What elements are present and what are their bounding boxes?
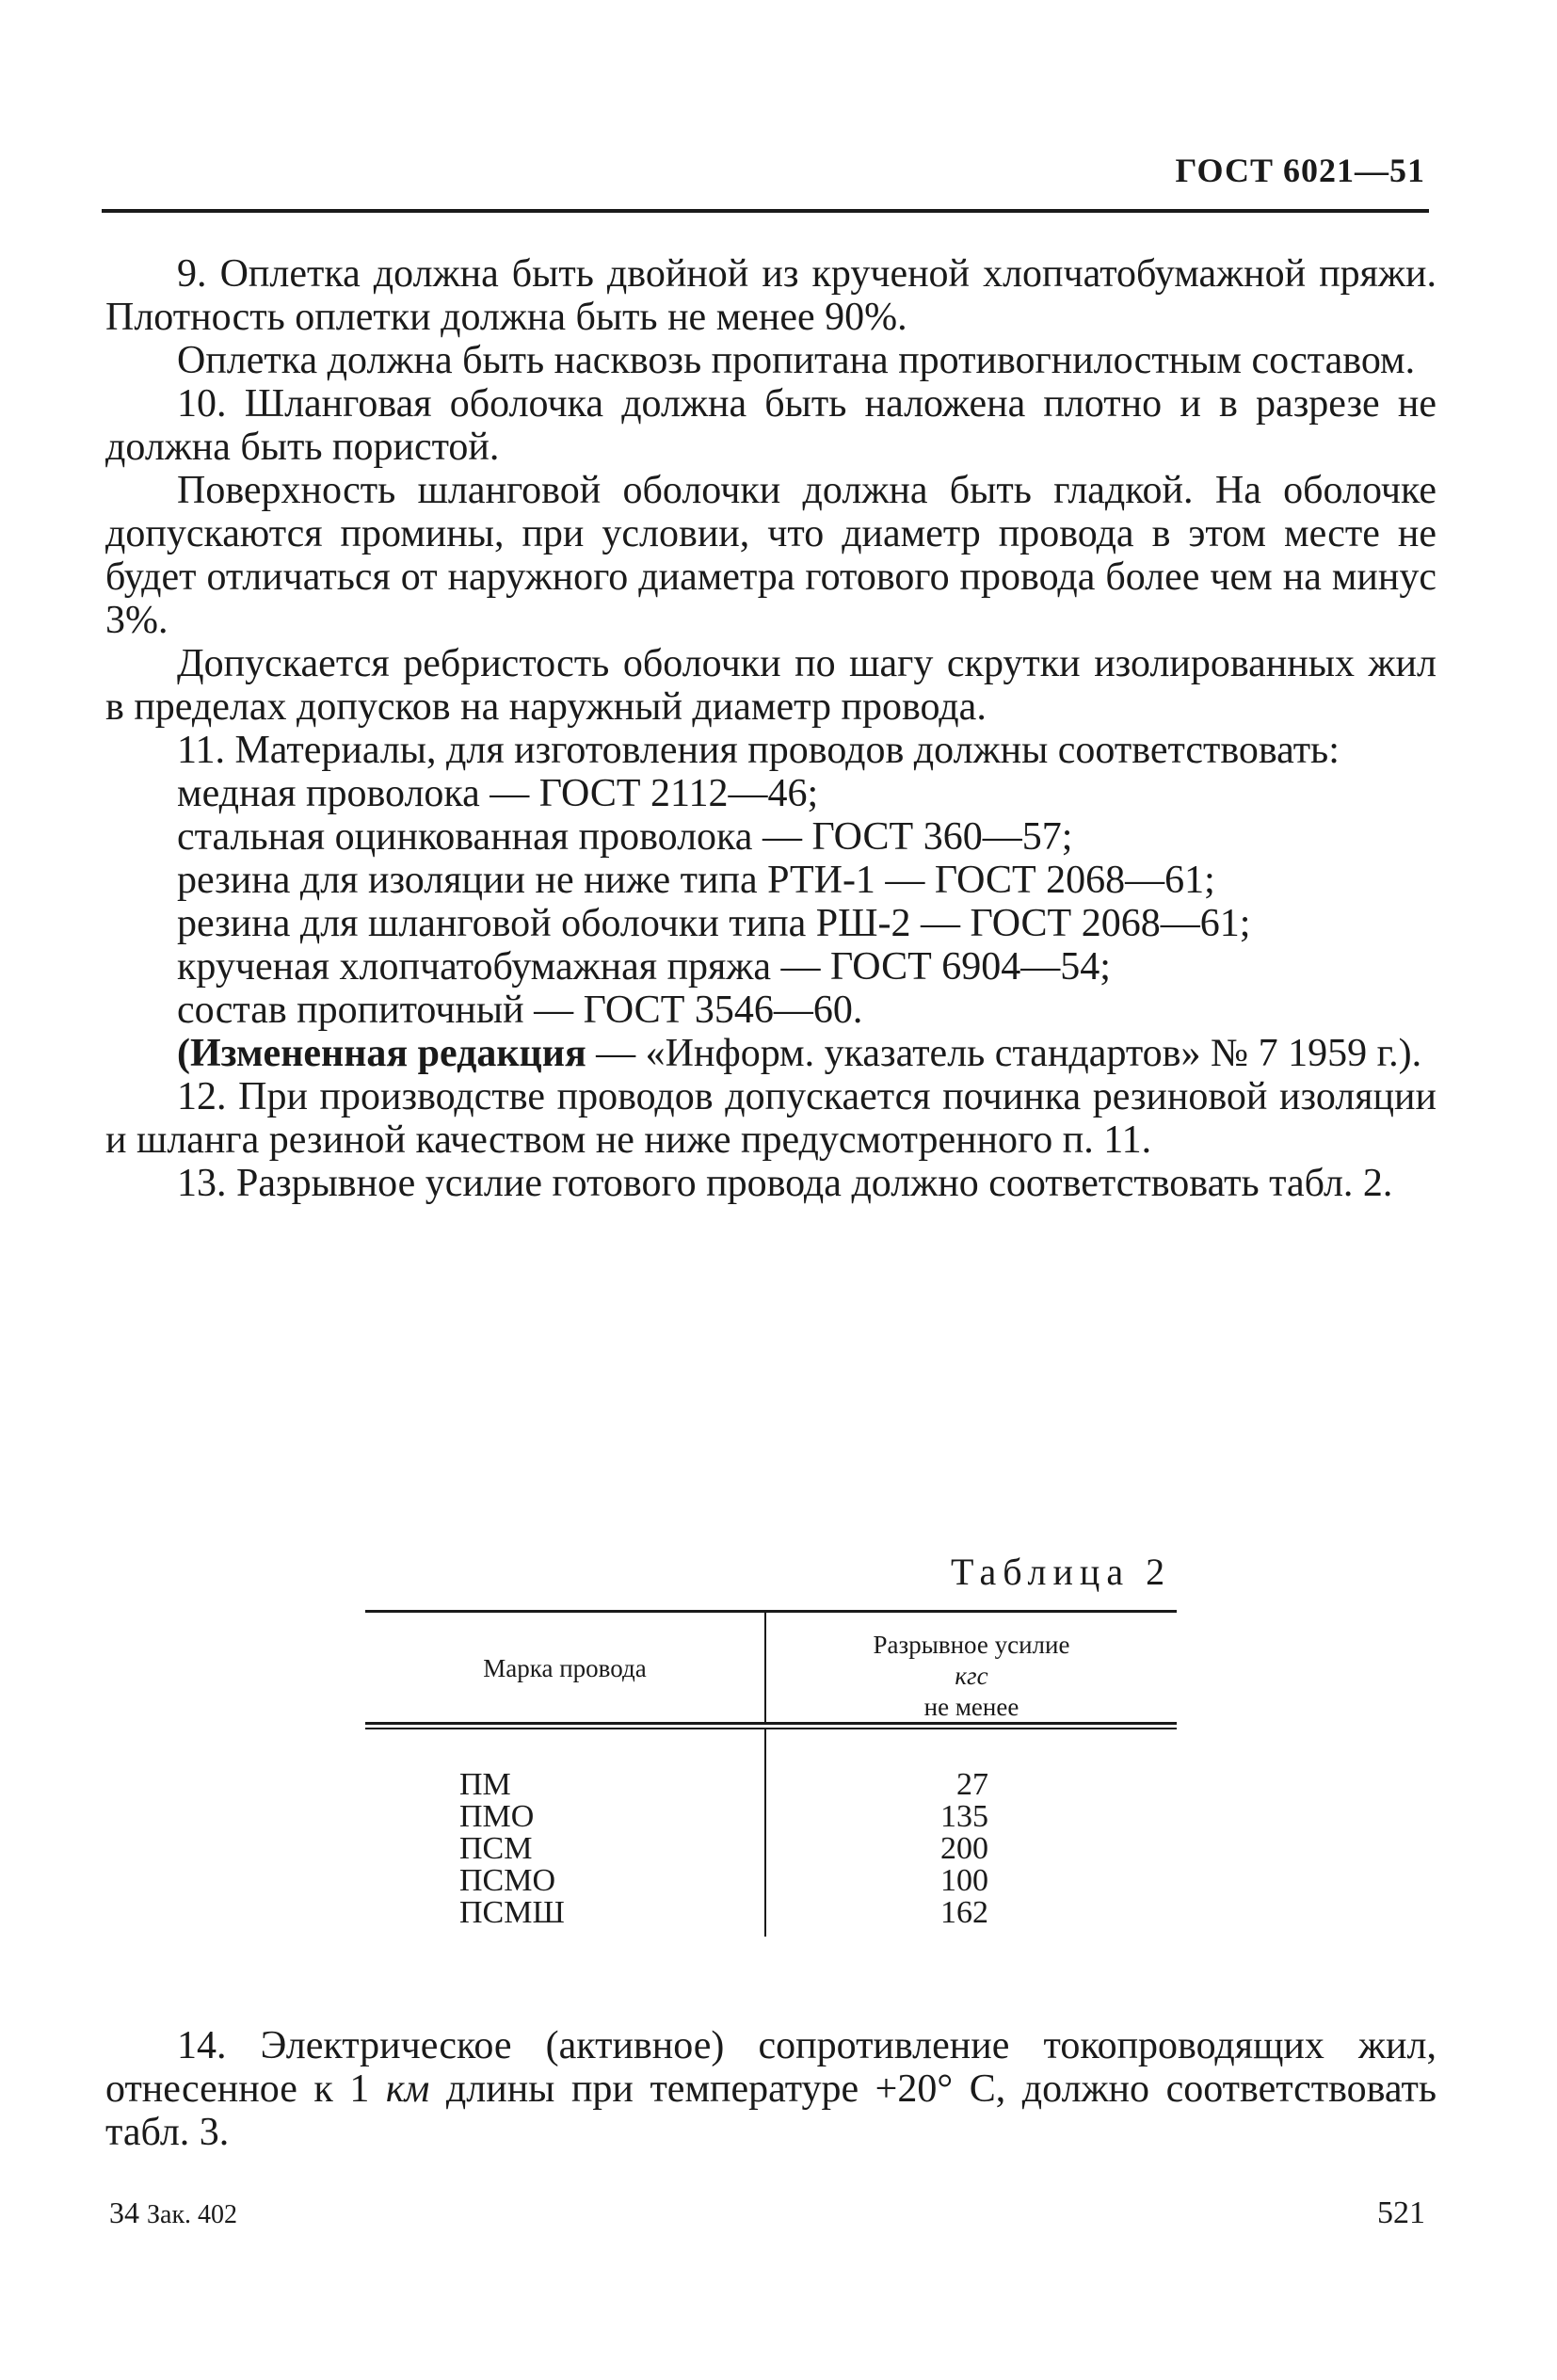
- breaking-force-value: 162: [940, 1895, 988, 1930]
- paragraph-10: 10. Шланговая оболочка должна быть наложена плотно и в разрезе не должна быть пористой.: [105, 382, 1437, 469]
- body-text: [105, 252, 1437, 1205]
- table-body: [365, 1729, 1177, 1937]
- paragraph-14-end: длины при температуре +20° С, должно соответствовать табл. 3.: [105, 2067, 1437, 2154]
- material-item: стальная оцинкованная проволока — ГОСТ 360—57;: [177, 815, 1073, 859]
- breaking-force-value: 27: [956, 1767, 988, 1802]
- table-row: [365, 1769, 1177, 1801]
- paragraph-14: [105, 2024, 1437, 2154]
- column-header-force-unit: кгс: [955, 1662, 988, 1690]
- paragraph-10c: Допускается ребристость оболочки по шагу скрутки изолированных жил в пределах допусков на наружный диаметр провода.: [105, 642, 1437, 729]
- footer-order-info: [109, 2195, 237, 2230]
- material-item: состав пропиточный — ГОСТ 3546—60.: [177, 989, 863, 1032]
- paragraph-10b: Поверхность шланговой оболочки должна быть гладкой. На оболочке допускаются промины, при условии, что диаметр провода в этом месте не будет отличаться от наружного диаметра готового провода более чем на минус 3%.: [105, 469, 1437, 642]
- breaking-force-table: [365, 1610, 1177, 1937]
- wire-mark: ПСМО: [459, 1863, 556, 1898]
- paragraph-14-start: 14. Электрическое (активное) сопротивление токопроводящих жил, отнесенное к 1: [105, 2024, 1437, 2111]
- amendment-reference: — «Информ. указатель стандартов» № 7 1959 г.).: [586, 1032, 1422, 1075]
- amendment-label: (Измененная редакция: [177, 1032, 586, 1075]
- material-item: медная проволока — ГОСТ 2112—46;: [177, 772, 819, 815]
- wire-mark: ПСМШ: [459, 1895, 565, 1930]
- column-header-mark: Марка провода: [483, 1654, 647, 1682]
- material-item: резина для изоляции не ниже типа РТИ-1 — ГОСТ 2068—61;: [177, 859, 1215, 902]
- breaking-force-value: 200: [940, 1831, 988, 1866]
- column-header-force: [766, 1630, 1177, 1723]
- paragraph-11: 11. Материалы, для изготовления проводов должны соответствовать:: [177, 729, 1340, 772]
- amendment-note: [105, 1032, 1437, 1075]
- column-header-force-qualifier: не менее: [923, 1693, 1019, 1721]
- breaking-force-value: 135: [940, 1799, 988, 1834]
- page-number: 521: [1377, 2195, 1425, 2230]
- table-row: [365, 1833, 1177, 1865]
- table-header: [365, 1613, 1177, 1722]
- table-row: [365, 1865, 1177, 1897]
- table-row: [365, 1897, 1177, 1929]
- sheet-number: 34: [109, 2195, 139, 2229]
- material-item: резина для шланговой оболочки типа РШ-2 — ГОСТ 2068—61;: [177, 902, 1251, 945]
- paragraph-12: 12. При производстве проводов допускается починка резиновой изоляции и шланга резиной качеством не ниже предусмотренного п. 11.: [105, 1075, 1437, 1162]
- paragraph-9: 9. Оплетка должна быть двойной из крученой хлопчатобумажной пряжи. Плотность оплетки должна быть не менее 90%.: [105, 252, 1437, 339]
- paragraph-14-block: [105, 2024, 1437, 2154]
- header-rule: [102, 209, 1429, 213]
- wire-mark: ПМО: [459, 1799, 535, 1834]
- length-unit: км: [385, 2067, 430, 2111]
- wire-mark: ПСМ: [459, 1831, 533, 1866]
- column-header-force-title: Разрывное усилие: [873, 1631, 1070, 1659]
- breaking-force-value: 100: [940, 1863, 988, 1898]
- order-number: Зак. 402: [147, 2200, 238, 2229]
- paragraph-13: 13. Разрывное усилие готового провода должно соответствовать табл. 2.: [177, 1162, 1393, 1205]
- wire-mark: ПМ: [459, 1767, 511, 1802]
- table-row: [365, 1801, 1177, 1833]
- paragraph-9b: Оплетка должна быть насквозь пропитана противогнилостным составом.: [177, 339, 1416, 382]
- material-item: крученая хлопчатобумажная пряжа — ГОСТ 6904—54;: [177, 945, 1111, 989]
- document-code: ГОСТ 6021—51: [1175, 152, 1425, 189]
- table-caption: Таблица 2: [951, 1551, 1172, 1593]
- materials-list: [105, 772, 1437, 1032]
